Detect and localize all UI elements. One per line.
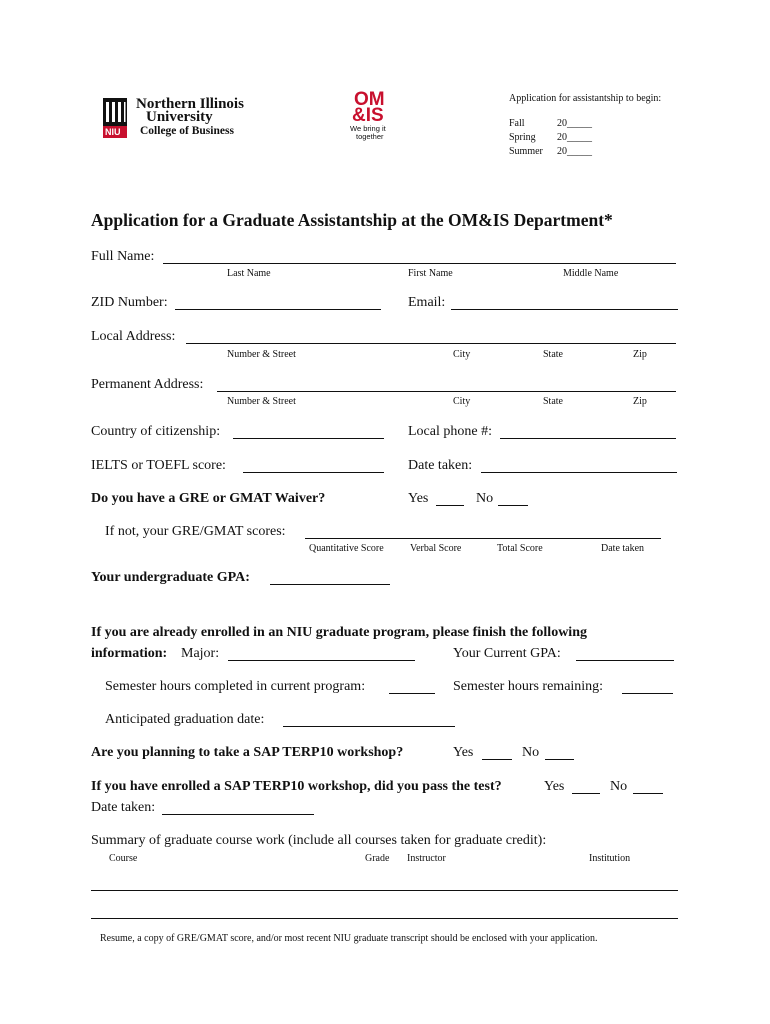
gre-waiver-no-field[interactable]: [498, 493, 528, 506]
local-address-field[interactable]: [186, 331, 676, 344]
major-label: Major:: [181, 646, 220, 661]
sap-pass-label: If you have enrolled a SAP TERP10 workshop, did you pass the test?: [91, 779, 502, 794]
niu-mark: NIU: [105, 127, 121, 137]
local-address-sub-street: Number & Street: [227, 349, 296, 360]
major-field[interactable]: [228, 648, 415, 661]
date-taken-field[interactable]: [481, 460, 677, 473]
permanent-address-sub-state: State: [543, 396, 563, 407]
omis-tagline2: together: [356, 132, 384, 141]
sem-remaining-field[interactable]: [622, 681, 673, 694]
zid-label: ZID Number:: [91, 295, 168, 310]
gre-waiver-yes-field[interactable]: [436, 493, 464, 506]
gre-scores-sub-date: Date taken: [601, 543, 645, 554]
niu-college: College of Business: [140, 125, 234, 137]
term-summer-label: Summer: [509, 146, 543, 157]
sap-date-field[interactable]: [162, 802, 314, 815]
sap-pass-no-field[interactable]: [633, 781, 663, 794]
sem-completed-field[interactable]: [389, 681, 435, 694]
omis-tagline1: We bring it: [350, 124, 386, 133]
gre-waiver-label: Do you have a GRE or GMAT Waiver?: [91, 491, 326, 506]
term-fall-label: Fall: [509, 118, 525, 129]
omis-line2: &IS: [352, 105, 384, 126]
enrolled-line2: information:: [91, 646, 168, 661]
country-field[interactable]: [233, 426, 384, 439]
omis-logo: [348, 90, 408, 142]
grad-date-field[interactable]: [283, 714, 455, 727]
country-label: Country of citizenship:: [91, 424, 221, 439]
sap-plan-yes-label: Yes: [453, 745, 474, 760]
footer-note: Resume, a copy of GRE/GMAT score, and/or most recent NIU graduate transcript should be enclosed with your application.: [100, 933, 598, 944]
grad-date-label: Anticipated graduation date:: [105, 712, 265, 727]
coursework-row-1[interactable]: [91, 878, 678, 891]
ielts-field[interactable]: [243, 460, 384, 473]
sap-plan-label: Are you planning to take a SAP TERP10 workshop?: [91, 745, 404, 760]
local-phone-field[interactable]: [500, 426, 676, 439]
full-name-label: Full Name:: [91, 249, 155, 264]
coursework-col-instructor: Instructor: [407, 853, 446, 864]
coursework-row-2[interactable]: [91, 906, 678, 919]
page-title: Application for a Graduate Assistantship at the OM&IS Department*: [91, 210, 613, 230]
niu-name-line2: University: [146, 109, 213, 125]
zid-field[interactable]: [175, 297, 381, 310]
permanent-address-sub-street: Number & Street: [227, 396, 296, 407]
sap-plan-no-label: No: [522, 745, 540, 760]
full-name-sub-first: First Name: [408, 268, 453, 279]
coursework-col-institution: Institution: [589, 853, 631, 864]
gpa-label: Your undergraduate GPA:: [91, 570, 250, 585]
date-taken-label: Date taken:: [408, 458, 473, 473]
local-address-label: Local Address:: [91, 329, 176, 344]
omis-line1: OM: [354, 89, 385, 110]
gre-scores-sub-quant: Quantitative Score: [309, 543, 384, 554]
sem-remaining-label: Semester hours remaining:: [453, 679, 604, 694]
niu-name-line1: Northern Illinois: [136, 96, 244, 112]
local-phone-label: Local phone #:: [408, 424, 492, 439]
local-address-sub-state: State: [543, 349, 563, 360]
permanent-address-sub-zip: Zip: [633, 396, 647, 407]
ielts-label: IELTS or TOEFL score:: [91, 458, 226, 473]
gre-scores-field[interactable]: [305, 526, 661, 539]
sap-date-label: Date taken:: [91, 800, 156, 815]
local-address-sub-zip: Zip: [633, 349, 647, 360]
sap-plan-no-field[interactable]: [545, 747, 574, 760]
full-name-sub-last: Last Name: [227, 268, 271, 279]
term-heading: Application for assistantship to begin:: [509, 93, 662, 104]
full-name-sub-middle: Middle Name: [563, 268, 619, 279]
sap-pass-yes-field[interactable]: [572, 781, 600, 794]
gre-waiver-no-label: No: [476, 491, 494, 506]
gre-waiver-yes-label: Yes: [408, 491, 429, 506]
sap-pass-no-label: No: [610, 779, 628, 794]
gre-scores-sub-verbal: Verbal Score: [410, 543, 462, 554]
permanent-address-label: Permanent Address:: [91, 377, 204, 392]
term-summer-value[interactable]: 20_____: [557, 146, 592, 157]
gre-scores-sub-total: Total Score: [497, 543, 543, 554]
coursework-label: Summary of graduate course work (include all courses taken for graduate credit):: [91, 833, 547, 848]
sap-plan-yes-field[interactable]: [482, 747, 512, 760]
sap-pass-yes-label: Yes: [544, 779, 565, 794]
coursework-col-grade: Grade: [365, 853, 390, 864]
permanent-address-sub-city: City: [453, 396, 471, 407]
gre-scores-label: If not, your GRE/GMAT scores:: [105, 524, 286, 539]
current-gpa-field[interactable]: [576, 648, 674, 661]
term-fall-value[interactable]: 20_____: [557, 118, 592, 129]
local-address-sub-city: City: [453, 349, 471, 360]
coursework-col-course: Course: [109, 853, 138, 864]
gpa-field[interactable]: [270, 572, 390, 585]
email-label: Email:: [408, 295, 446, 310]
niu-logo: [100, 96, 260, 140]
permanent-address-field[interactable]: [217, 379, 676, 392]
enrolled-line1: If you are already enrolled in an NIU graduate program, please finish the following: [91, 625, 587, 640]
current-gpa-label: Your Current GPA:: [453, 646, 561, 661]
term-spring-label: Spring: [509, 132, 536, 143]
email-field[interactable]: [451, 297, 678, 310]
term-spring-value[interactable]: 20_____: [557, 132, 592, 143]
sem-completed-label: Semester hours completed in current program:: [105, 679, 366, 694]
full-name-field[interactable]: [163, 251, 676, 264]
